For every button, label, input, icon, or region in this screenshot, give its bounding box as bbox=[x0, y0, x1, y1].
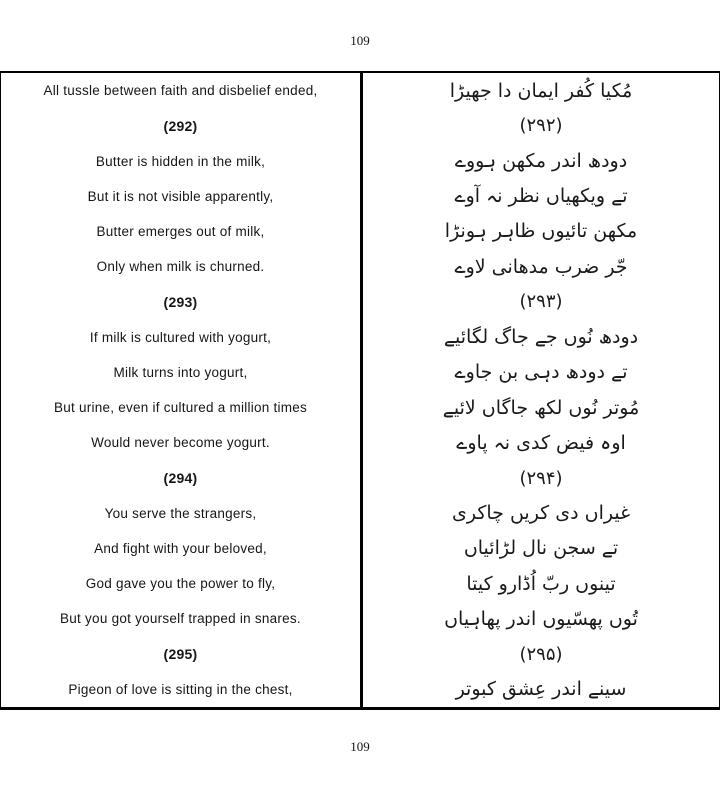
english-verse-line: But urine, even if cultured a million times bbox=[53, 400, 308, 416]
urdu-verse-line: جّر ضرب مدھانی لاوے bbox=[360, 249, 719, 284]
urdu-verse-line: دودھ نُوں جے جاگ لگائیے bbox=[360, 320, 719, 355]
couplet-number-urdu: (۲۹۳) bbox=[360, 284, 719, 319]
english-verse-line: If milk is cultured with yogurt, bbox=[89, 329, 272, 345]
verse-row bbox=[1, 179, 719, 214]
english-verse-line: But it is not visible apparently, bbox=[87, 188, 274, 204]
urdu-verse-line: مکھن تائیوں ظاہر ہونڑا bbox=[360, 214, 719, 249]
urdu-verse-line: تینوں ربّ اُڈارو کیتا bbox=[360, 566, 719, 601]
urdu-verse-line: مُوتر نُوں لکھ جاگاں لائیے bbox=[360, 390, 719, 425]
verse-row bbox=[1, 390, 719, 425]
urdu-verse-line: تے ویکھیاں نظر نہ آوے bbox=[360, 179, 719, 214]
couplet-number-row bbox=[1, 108, 719, 143]
verse-row bbox=[1, 566, 719, 601]
couplet-number-row bbox=[1, 284, 719, 319]
verse-row bbox=[1, 73, 719, 108]
english-verse-line: Butter is hidden in the milk, bbox=[95, 153, 266, 169]
verse-row bbox=[1, 214, 719, 249]
couplet-number-urdu: (۲۹۴) bbox=[360, 460, 719, 495]
verse-table bbox=[0, 71, 720, 710]
verse-row bbox=[1, 672, 719, 707]
urdu-verse-line: تے دودھ دہی بن جاوے bbox=[360, 355, 719, 390]
english-verse-line: Would never become yogurt. bbox=[91, 435, 270, 451]
urdu-verse-line: مُکیا کُفر ایمان دا جھیڑا bbox=[360, 73, 719, 108]
english-verse-line: Milk turns into yogurt, bbox=[113, 364, 248, 380]
english-verse-line: Only when milk is churned. bbox=[96, 259, 265, 275]
urdu-verse-line: تے سجن نال لڑائیاں bbox=[360, 531, 719, 566]
english-verse-line: God gave you the power to fly, bbox=[85, 576, 276, 592]
english-verse-line: Pigeon of love is sitting in the chest, bbox=[68, 681, 293, 697]
couplet-number-english: (292) bbox=[163, 117, 198, 134]
verse-row bbox=[1, 355, 719, 390]
verse-row bbox=[1, 320, 719, 355]
urdu-verse-line: اوہ فیض کدی نہ پاوے bbox=[360, 425, 719, 460]
urdu-verse-line: تُوں پھسّیوں اندر پھاہیاں bbox=[360, 601, 719, 636]
english-verse-line: And fight with your beloved, bbox=[94, 540, 267, 556]
couplet-number-row bbox=[1, 460, 719, 495]
verse-row bbox=[1, 531, 719, 566]
page-number-top: 109 bbox=[350, 33, 370, 48]
verse-row bbox=[1, 249, 719, 284]
couplet-number-english: (294) bbox=[163, 470, 198, 487]
couplet-number-english: (293) bbox=[163, 293, 198, 310]
english-verse-line: All tussle between faith and disbelief ended, bbox=[43, 83, 318, 99]
english-verse-line: You serve the strangers, bbox=[104, 505, 257, 521]
english-verse-line: But you got yourself trapped in snares. bbox=[60, 611, 301, 627]
couplet-number-english: (295) bbox=[163, 646, 198, 663]
couplet-number-row bbox=[1, 637, 719, 672]
verse-row bbox=[1, 601, 719, 636]
english-verse-line: Butter emerges out of milk, bbox=[96, 223, 265, 239]
couplet-number-urdu: (۲۹۲) bbox=[360, 108, 719, 143]
page-number-bottom: 109 bbox=[350, 739, 370, 754]
verse-row bbox=[1, 425, 719, 460]
couplet-number-urdu: (۲۹۵) bbox=[360, 637, 719, 672]
urdu-verse-line: دودھ اندر مکھن ہووے bbox=[360, 143, 719, 178]
verse-row bbox=[1, 496, 719, 531]
verse-row bbox=[1, 143, 719, 178]
urdu-verse-line: سینے اندر عِشق کبوتر bbox=[360, 672, 719, 707]
urdu-verse-line: غیراں دی کریں چاکری bbox=[360, 496, 719, 531]
